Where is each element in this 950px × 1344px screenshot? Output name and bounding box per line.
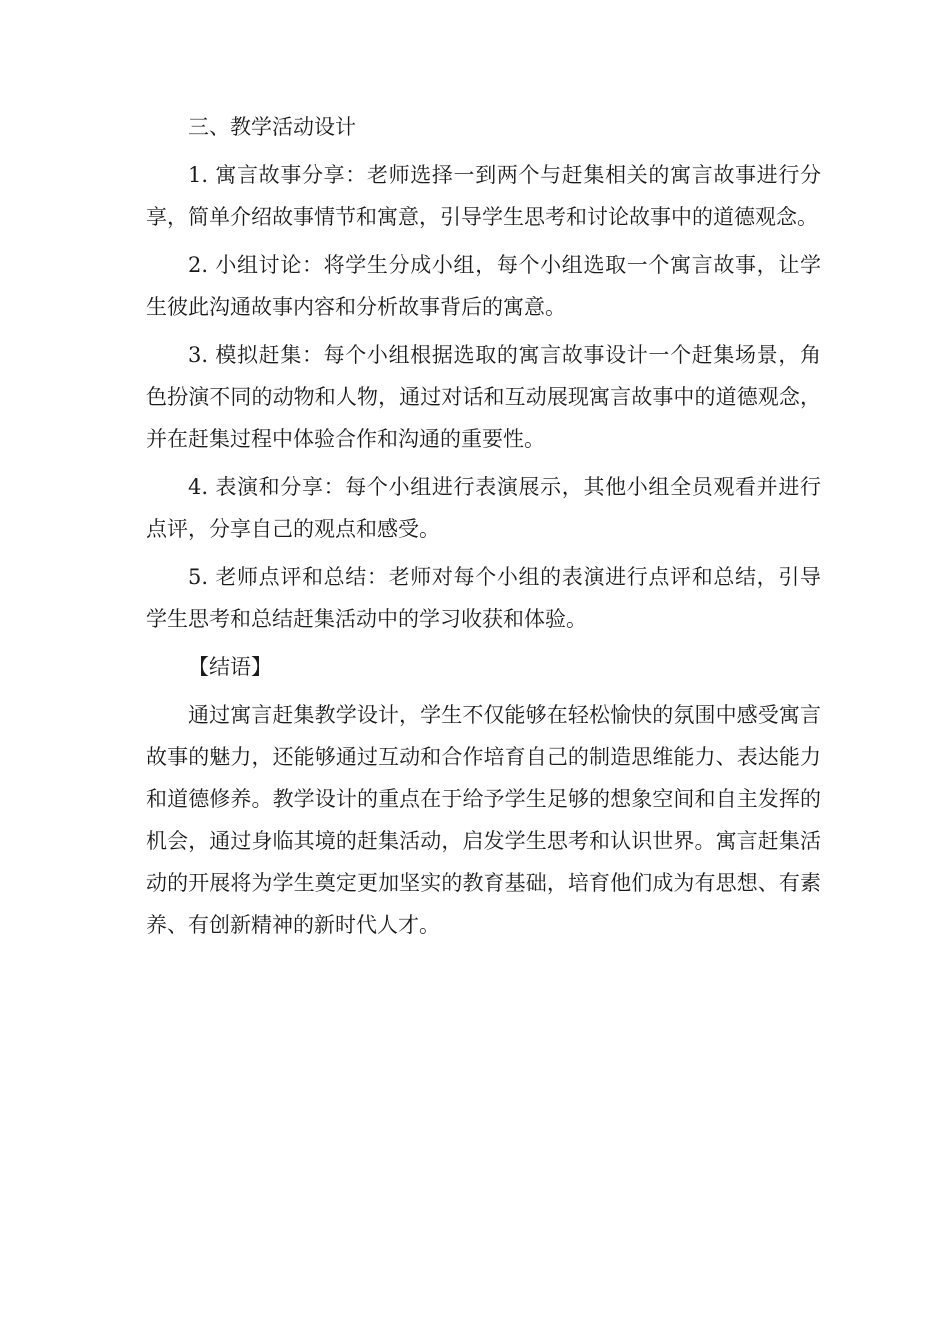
- conclusion-paragraph: 通过寓言赶集教学设计，学生不仅能够在轻松愉快的氛围中感受寓言故事的魅力，还能够通过互动和合作培育自己的制造思维能力、表达能力和道德修养。教学设计的重点在于给予学生足够的想象空间和自主发挥的机会，通过身临其境的赶集活动，启发学生思考和认识世界。寓言赶集活动的开展将为学生奠定更加坚实的教育基础，培育他们成为有思想、有素养、有创新精神的新时代人才。: [146, 703, 821, 937]
- list-item-5: 5. 老师点评和总结：老师对每个小组的表演进行点评和总结，引导学生思考和总结赶集活动中的学习收获和体验。: [146, 565, 821, 631]
- conclusion-heading: 【结语】: [188, 655, 272, 679]
- list-item-2: 2. 小组讨论：将学生分成小组，每个小组选取一个寓言故事，让学生彼此沟通故事内容和分析故事背后的寓意。: [146, 253, 821, 319]
- document-body: [146, 106, 821, 952]
- section-heading: 三、教学活动设计: [188, 115, 356, 139]
- list-item-3: 3. 模拟赶集：每个小组根据选取的寓言故事设计一个赶集场景，角色扮演不同的动物和人物，通过对话和互动展现寓言故事中的道德观念，并在赶集过程中体验合作和沟通的重要性。: [146, 343, 821, 451]
- list-item-1: 1. 寓言故事分享：老师选择一到两个与赶集相关的寓言故事进行分享，简单介绍故事情节和寓意，引导学生思考和讨论故事中的道德观念。: [146, 163, 821, 229]
- list-item-4: 4. 表演和分享：每个小组进行表演展示，其他小组全员观看并进行点评，分享自己的观点和感受。: [146, 475, 821, 541]
